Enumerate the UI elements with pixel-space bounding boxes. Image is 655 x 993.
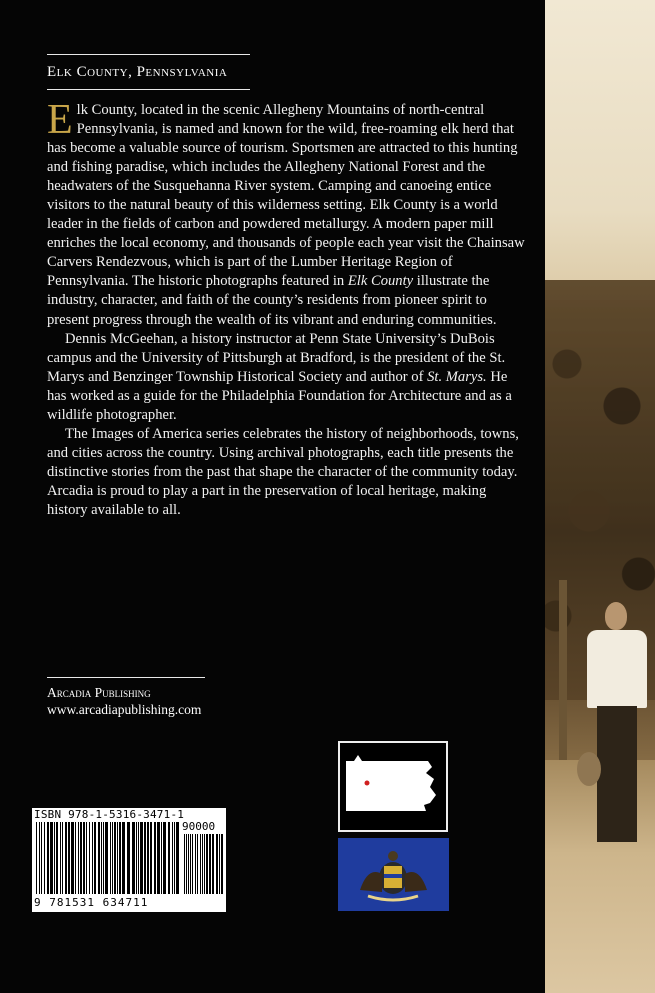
sepia-photograph [545,0,655,993]
paragraph-author: Dennis McGeehan, a history instructor at Penn State University’s DuBois campus and the University of Pittsburgh at Bradford, is the president of the St. Marys and Benzinger Township Historical Society and author of St. Marys. He has worked as a guide for the Philadelphia Foundation for Architecture and as a wildlife photographer. [47,330,512,423]
county-title: Elk County, Pennsylvania [47,64,228,80]
paragraph-intro: Elk County, located in the scenic Allegheny Mountains of north-central Pennsylvania, is named and known for the wild, free-roaming elk herd that has become a valuable source of tourism. Sportsmen are attracted to this hunting and fishing paradise, which includes the Allegheny National Forest and the headwaters of the Susquehanna River system. Camping and canoeing entice visitors to the natural beauty of this wilderness setting. Elk County is a world leader in the fields of carbon and powdered metallurgy. A modern paper mill enriches the local economy, and thousands of people each year visit the Chainsaw Carvers Rendezvous, which is part of the Lumber Heritage Region of Pennsylvania. The historic photographs featured in Elk County illustrate the industry, character, and faith of the county’s residents from pioneer spirit to present progress through the wealth of its vibrant and enduring communities. [47,97,525,328]
publisher-name: Arcadia Publishing [47,685,151,700]
state-coat-of-arms-icon [338,838,449,911]
pennsylvania-map [338,741,448,832]
map-marker-icon [365,781,370,786]
paragraph-series: The Images of America series celebrates the history of neighborhoods, towns, and cities across the country. Using archival photographs, each title presents the distinctive stories from the past that shape the character of the community today. Arcadia is proud to play a part in the preservation of local heritage, making history available to all. [47,425,519,518]
publisher-block [47,684,201,718]
pennsylvania-map-icon [340,743,446,830]
barcode-digits: 9 781531 634711 [34,896,149,909]
publisher-url[interactable]: www.arcadiapublishing.com [47,702,202,717]
man-figure [583,602,653,852]
pennsylvania-flag [338,838,449,911]
description-text [47,97,527,520]
isbn-text: ISBN 978-1-5316-3471-1 [34,808,185,821]
price-code: 90000 [182,820,216,833]
isbn-barcode [32,808,226,912]
title-underline [47,89,250,90]
top-rule [47,54,250,55]
dropcap: E [47,97,73,143]
publisher-rule [47,677,205,678]
